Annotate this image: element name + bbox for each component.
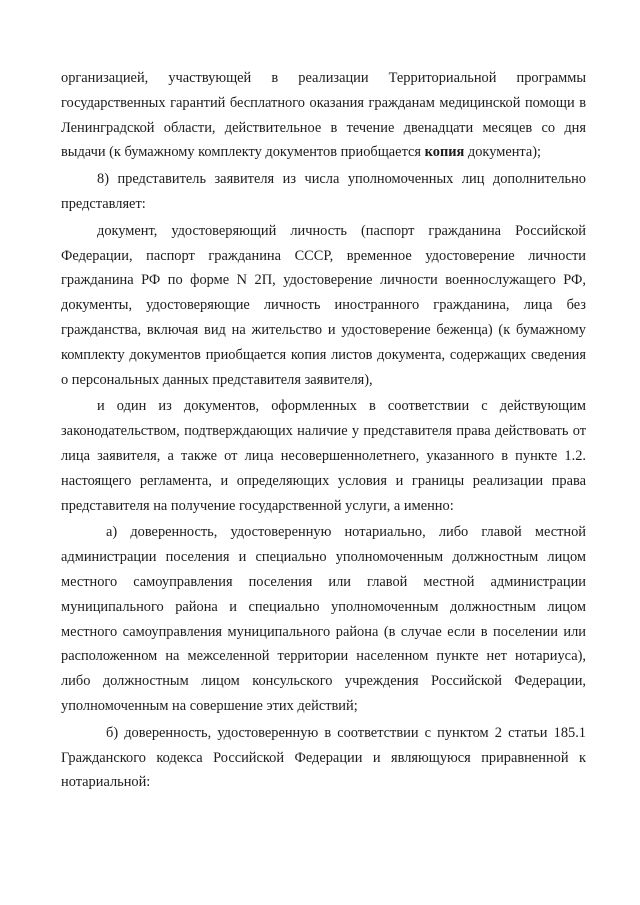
- paragraph-text: организацией, участвующей в реализации Территориальной программы государственных гарантий бесплатного оказания гражданам медицинской помощи в Ленинградской области, действительное в течение двенадцати месяцев со дня выдачи (к бумажному комплекту документов приобщается: [61, 70, 586, 161]
- document-body: [61, 66, 586, 795]
- paragraph-item-8: 8) представитель заявителя из числа уполномоченных лиц дополнительно представляет:: [61, 171, 586, 212]
- paragraph-authority-document: и один из документов, оформленных в соответствии с действующим законодательством, подтверждающих наличие у представителя права действовать от лица заявителя, а также от лица несовершеннолетнего, указанного в пункте 1.2. настоящего регламента, и определяющих условия и границы реализации права представителя на получение государственной услуги, а именно:: [61, 398, 586, 514]
- paragraph-subitem-a: а) доверенность, удостоверенную нотариально, либо главой местной администрации поселения и специально уполномоченным должностным лицом местного самоуправления поселения или главой местной администрации муниципального района и специально уполномоченным должностным лицом местного самоуправления муниципального района (в случае если в поселении или расположенном на межселенной территории населенном пункте нет нотариуса), либо должностным лицом консульского учреждения Российской Федерации, уполномоченным на совершение этих действий;: [61, 524, 586, 714]
- paragraph-continuation: [61, 66, 586, 165]
- bold-emphasis: копия: [424, 144, 465, 161]
- paragraph-subitem-b: б) доверенность, удостоверенную в соответствии с пунктом 2 статьи 185.1 Гражданского кодекса Российской Федерации и являющуюся приравненной к нотариальной:: [61, 724, 586, 791]
- paragraph-identity-document: документ, удостоверяющий личность (паспорт гражданина Российской Федерации, паспорт гражданина СССР, временное удостоверение личности гражданина РФ по форме N 2П, удостоверение личности военнослужащего РФ, документы, удостоверяющие личность иностранного гражданина, лица без гражданства, включая вид на жительство и удостоверение беженца) (к бумажному комплекту документов приобщается копия листов документа, содержащих сведения о персональных данных представителя заявителя),: [61, 222, 586, 388]
- paragraph-text: документа);: [464, 144, 542, 161]
